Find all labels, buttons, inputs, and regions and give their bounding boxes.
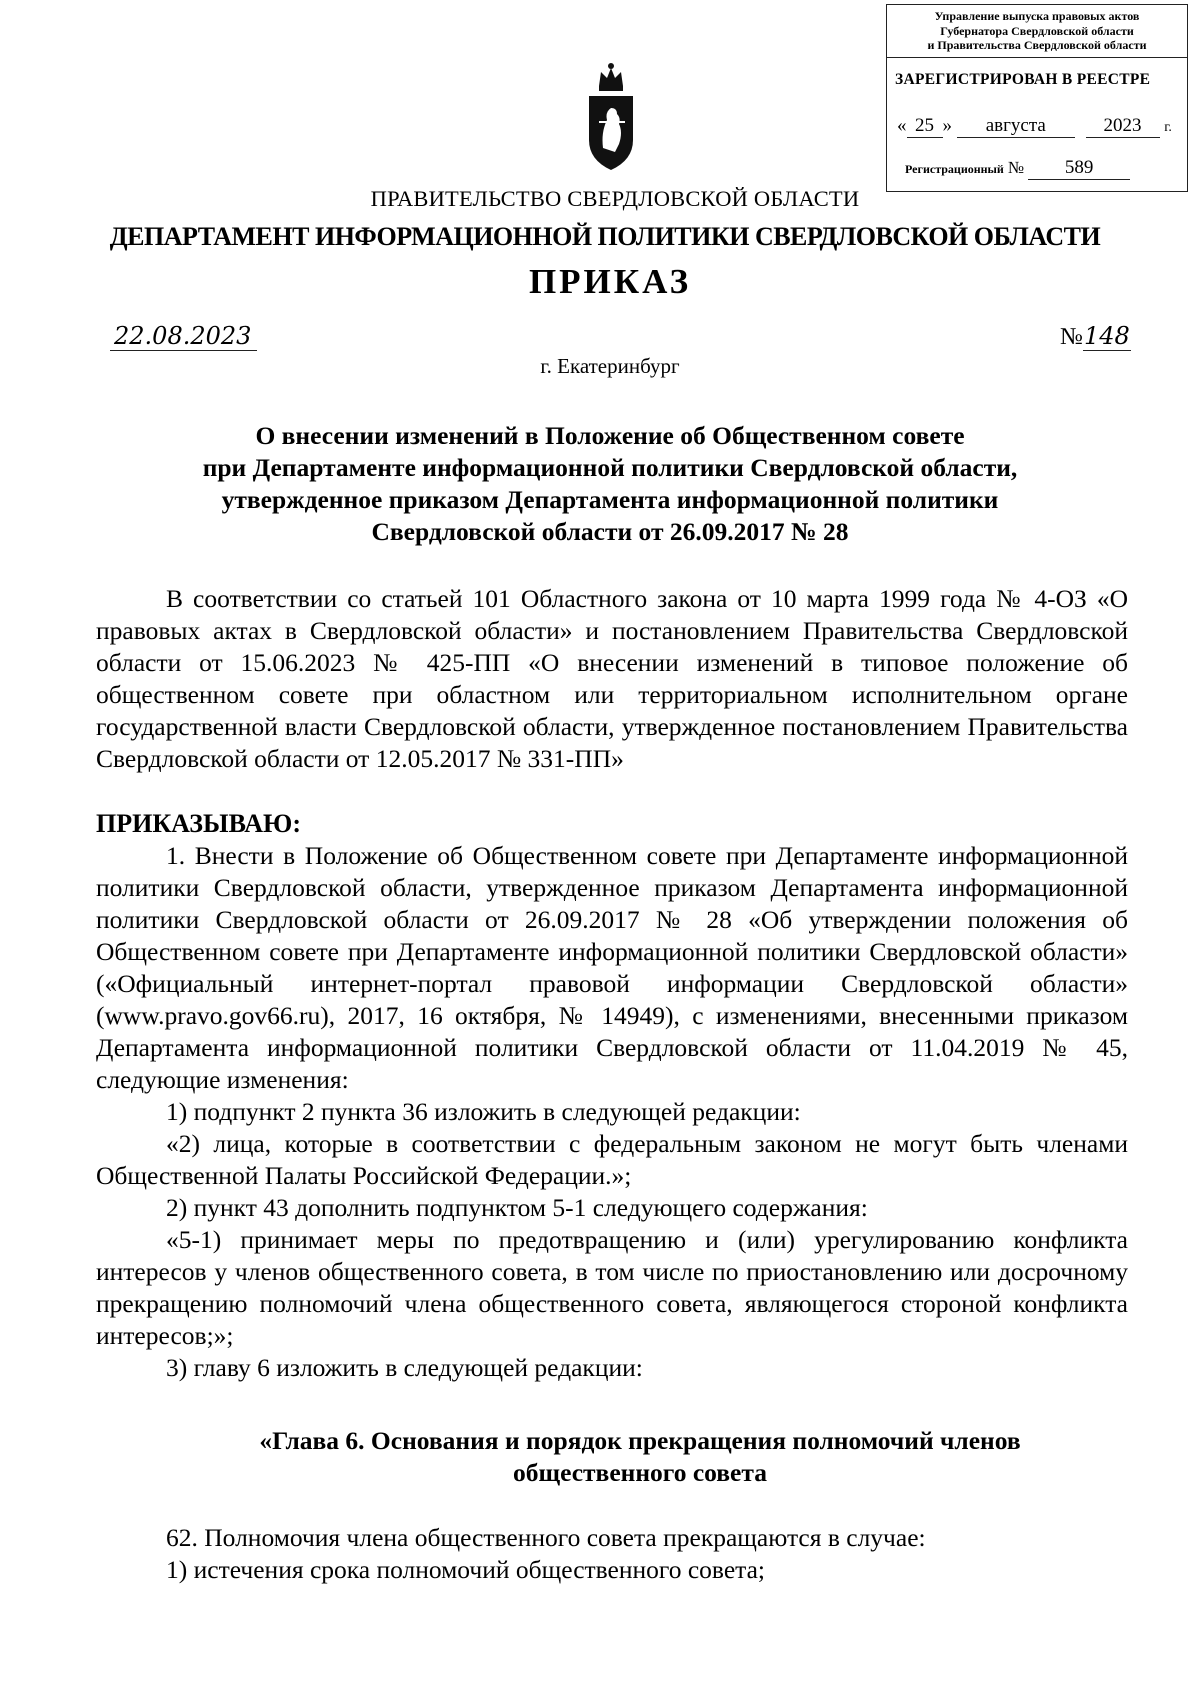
chapter-heading-line: общественного совета <box>513 1458 767 1487</box>
title-line: при Департаменте информационной политики Свердловской области, <box>202 453 1018 482</box>
stamp-close-quote: » <box>942 115 952 136</box>
registration-stamp <box>886 4 1188 192</box>
paragraph-62-item-1: 1) истечения срока полномочий общественного совета; <box>166 1555 765 1584</box>
stamp-no-sign: № <box>1007 158 1025 177</box>
title-line: О внесении изменений в Положение об Общественном совете <box>255 421 965 450</box>
stamp-year-suffix: г. <box>1164 120 1172 135</box>
department-name: ДЕПАРТАМЕНТ ИНФОРМАЦИОННОЙ ПОЛИТИКИ СВЕРДЛОВСКОЙ ОБЛАСТИ <box>109 222 1101 251</box>
stamp-header-line: и Правительства Свердловской области <box>927 38 1147 52</box>
stamp-reg-label: Регистрационный <box>905 162 1004 176</box>
subitem-2: 2) пункт 43 дополнить подпунктом 5-1 следующего содержания: <box>166 1193 868 1222</box>
order-word: ПРИКАЗЫВАЮ: <box>96 809 301 838</box>
stamp-date <box>897 115 1182 138</box>
government-name: ПРАВИТЕЛЬСТВО СВЕРДЛОВСКОЙ ОБЛАСТИ <box>370 186 860 211</box>
stamp-header-line: Управление выпуска правовых актов <box>934 9 1140 23</box>
intro-paragraph: В соответствии со статьей 101 Областного закона от 10 марта 1999 года № 4-ОЗ «О правовых актах в Свердловской области» и постановлением Правительства Свердловской области от 15.06.2023 № 425-ПП «О внесении изменений в типовое положение об общественном совете при областном или территориальном исполнительном органе государственной власти Свердловской области, утвержденное постановлением Правительства Свердловской области от 12.05.2017 № 331-ПП» <box>96 584 1128 773</box>
title-line: утвержденное приказом Департамента информационной политики <box>221 485 999 514</box>
order-number-label: № <box>1060 324 1083 350</box>
stamp-reg-value: 589 <box>1028 157 1130 180</box>
subitem-1-text: «2) лица, которые в соответствии с федеральным законом не могут быть членами Общественной Палаты Российской Федерации.»; <box>96 1129 1128 1190</box>
chapter-heading <box>140 1425 1140 1489</box>
stamp-header-line: Губернатора Свердловской области <box>940 23 1134 38</box>
subitem-3: 3) главу 6 изложить в следующей редакции: <box>166 1353 643 1382</box>
paragraph-62 <box>96 1522 1128 1586</box>
stamp-header <box>887 5 1187 58</box>
document-type: ПРИКАЗ <box>528 262 692 301</box>
stamp-registered-text: ЗАРЕГИСТРИРОВАН В РЕЕСТРЕ <box>895 71 1151 88</box>
document-title <box>140 420 1080 548</box>
paragraph-62-text: 62. Полномочия члена общественного совета прекращаются в случае: <box>166 1523 926 1552</box>
subitem-2-text: «5-1) принимает меры по предотвращению и (или) урегулированию конфликта интересов у членов общественного совета, в том числе по приостановлению или досрочному прекращению полномочий члена общественного совета, являющегося стороной конфликта интересов;»; <box>96 1225 1128 1350</box>
stamp-open-quote: « <box>897 115 907 136</box>
order-number-value: 148 <box>1084 322 1130 350</box>
stamp-reg-number <box>905 157 1180 180</box>
coat-of-arms-icon <box>585 62 637 174</box>
order-body <box>96 840 1128 1384</box>
title-line: Свердловской области от 26.09.2017 № 28 <box>371 517 849 546</box>
item-1: 1. Внести в Положение об Общественном совете при Департаменте информационной политики Свердловской области, утвержденное приказом Департамента информационной политики Свердловской области от 26.09.2017 № 28 «Об утверждении положения об Общественном совете при Департаменте информационной политики Свердловской области» («Официальный интернет-портал правовой информации Свердловской области» (www.pravo.gov66.ru), 2017, 16 октября, № 14949), с изменениями, внесенными приказом Департамента информационной политики Свердловской области от 11.04.2019 № 45, следующие изменения: <box>96 841 1128 1094</box>
chapter-heading-line: «Глава 6. Основания и порядок прекращения полномочий членов <box>259 1426 1021 1455</box>
subitem-1: 1) подпункт 2 пункта 36 изложить в следующей редакции: <box>166 1097 801 1126</box>
order-date: 22.08.2023 <box>110 322 257 351</box>
stamp-day: 25 <box>907 115 943 138</box>
stamp-month: августа <box>957 115 1075 138</box>
order-number <box>1060 322 1131 351</box>
city: г. Екатеринбург <box>540 354 680 378</box>
stamp-year: 2023 <box>1086 115 1160 138</box>
